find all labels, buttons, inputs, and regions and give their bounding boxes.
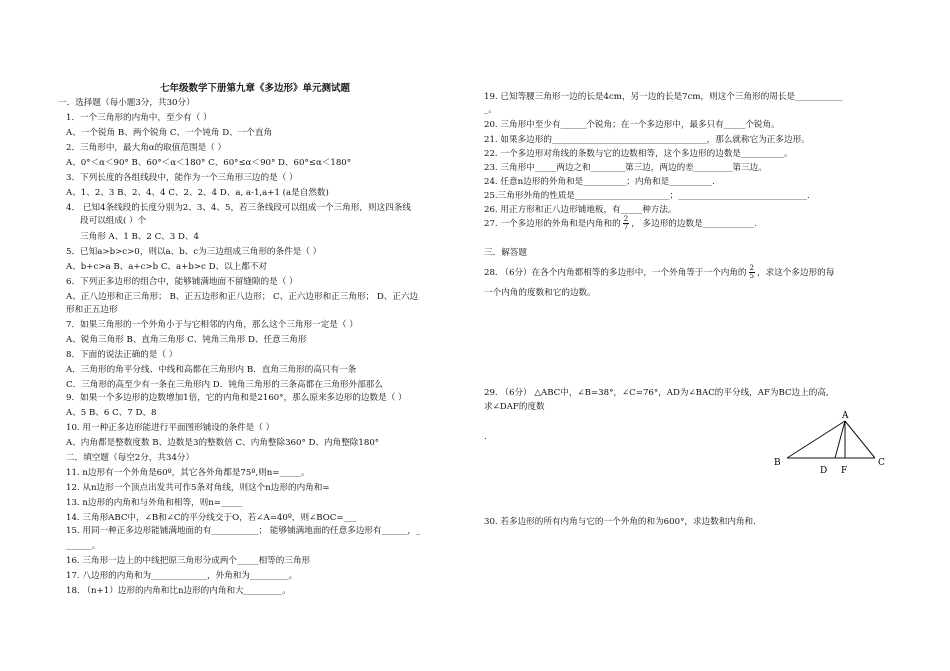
label-c: C	[878, 458, 885, 468]
q27-numerator: 2	[623, 215, 629, 223]
question-30: 30. 若多边形的所有内角与它的一个外角的和为600°，求边数和内角和.	[484, 517, 756, 527]
q28-fraction	[749, 265, 755, 280]
left-question-line: 3．下列长度的各组线段中，能作为一个三角形三边的是（ ）	[66, 173, 298, 183]
edge-ac	[845, 421, 875, 458]
left-question-line: 11. n边形有一个外角是60º，其它各外角都是75º,则n=_____。	[66, 468, 310, 478]
page-title: 七年级数学下册第九章《多边形》单元测试题	[160, 83, 351, 94]
question-29-line2: 求∠DAF的度数	[484, 402, 545, 412]
left-question-line: 10. 用一种正多边形能进行平面图形铺设的条件是（ ）	[66, 423, 275, 433]
q27-fraction	[623, 216, 629, 231]
right-question-line: 20. 三角形中至少有______个锐角；在一个多边形中，最多只有_____个锐角。	[484, 120, 780, 130]
left-question-line: A、0°＜α＜90° B、60°＜α＜180° C、60°≤α＜90° D、60°≤α＜180°	[66, 158, 352, 168]
left-question-line: 15. 用同一种正多边形能铺满地面的有___________； 能够铺满地面的任意多边形有______，_	[66, 526, 421, 536]
left-question-line: 段可以组成( ）个	[80, 216, 147, 226]
triangle-figure	[765, 405, 895, 485]
left-question-line: 6．下列正多边形的组合中，能够铺满地面不留缝隙的是（ ）	[66, 277, 298, 287]
question-28-line2: 一个内角的度数和它的边数。	[484, 288, 596, 298]
left-question-line: 16. 三角形一边上的中线把原三角形分成两个_____相等的三角形	[66, 556, 311, 566]
q27-after: ， 多边形的边数是____________.	[631, 219, 757, 229]
left-question-line: ______。	[66, 541, 101, 551]
q28-before: 28. （6分）在各个内角都相等的多边形中，一个外角等于一个内角的	[484, 268, 747, 278]
left-question-line: 17. 八边形的内角和为_____________，外角和为_________。	[66, 571, 298, 581]
label-f: F	[841, 466, 848, 476]
left-question-line: 5．已知a>b>c>0，则以a、b、c为三边组成三角形的条件是（ ）	[66, 247, 322, 257]
left-question-line: 8．下面的说法正确的是（ ）	[66, 350, 178, 360]
left-question-line: A、b+c>a B、a+c>b C、a+b>c D、以上都不对	[66, 262, 268, 272]
right-question-line: 25.三角形外角的性质是______________________；______________________________.	[484, 191, 810, 201]
left-question-line: 2．三角形中，最大角α的取值范围是（ ）	[66, 143, 227, 153]
q28-denominator: 5	[749, 272, 754, 280]
left-question-line: 14. 三角形ABC中，∠B和∠C的平分线交于O，若∠A=40º，则∠BOC=___	[66, 513, 357, 523]
left-question-line: 18. （n+1）边形的内角和比n边形的内角和大_________。	[66, 586, 291, 596]
left-question-line: A、内角都是整数度数 B、边数是3的整数倍 C、内角整除360° D、内角整除180°	[66, 438, 380, 448]
left-question-line: 一．选择题（每小题3分，共30分）	[58, 98, 195, 108]
right-question-line: 26. 用正方形和正八边形铺地板，有_____种方法。	[484, 205, 677, 215]
left-question-line: 4． 已知4条线段的长度分别为2、3、4、5，若三条线段可以组成一个三角形，则这四条线	[66, 203, 411, 213]
left-question-line: 13. n边形的内角和与外角和相等，则n=_____	[66, 498, 243, 508]
left-question-line: A、5 B、6 C、7 D、8	[66, 408, 157, 418]
left-question-line: 1．一个三角形的内角中，至少有（ ）	[66, 113, 212, 123]
right-question-line: 19. 已知等腰三角形一边的长是4cm，另一边的长是7cm，则这个三角形的周长是___________	[484, 92, 843, 102]
q27-denominator: 7	[623, 223, 629, 231]
left-question-line: 三角形 A、1 B、2 C、3 D、4	[80, 232, 199, 242]
left-question-line: 形和正五边形	[66, 305, 118, 315]
right-question-line: 23. 三角形中_____两边之和________第三边，两边的差_________第三边。	[484, 163, 767, 173]
label-a: A	[842, 411, 849, 421]
left-question-line: A、正八边形和正三角形； B、正五边形和正八边形； C、正六边形和正三角形； D、正六边	[66, 292, 419, 302]
left-question-line: 9．如果一个多边形的边数增加1倍，它的内角和是2160°，那么原来多边形的边数是（ ）	[66, 393, 407, 403]
label-b: B	[774, 458, 781, 468]
right-question-line: 24. 任意n边形的外角和是__________；内角和是__________.	[484, 177, 715, 187]
right-question-line: 21. 如果多边形的____________________________________，那么就称它为正多边形。	[484, 135, 810, 145]
q28-after: ，求这个多边形的每	[756, 268, 835, 278]
left-question-line: A．三角形的角平分线、中线和高都在三角形内 B．直角三角形的高只有一条	[66, 365, 357, 375]
question-28	[484, 265, 834, 280]
left-question-line: 7．如果三角形的一个外角小于与它相邻的内角，那么这个三角形一定是（ ）	[66, 320, 358, 330]
left-question-line: 二．填空题（每空2分，共34分）	[66, 453, 195, 463]
left-question-line: A、锐角三角形 B、直角三角形 C、钝角三角形 D、任意三角形	[66, 335, 307, 345]
question-27	[484, 216, 757, 231]
left-question-line: A、1、2、3 B、2、4、4 C、2、2、4 D、a, a-1,a+1 (a是自然数)	[66, 188, 329, 198]
question-29-line1: 29. （6分） △ABC中，∠B=38°，∠C=76°，AD为∠BAC的平分线，AF为BC边上的高,	[484, 388, 829, 398]
label-d: D	[820, 466, 828, 476]
right-question-line: _。	[484, 105, 497, 115]
question-29-dot: .	[484, 432, 487, 442]
q27-before: 27. 一个多边形的外角和是内角和的	[484, 219, 621, 229]
right-question-line: 22. 一个多边形对角线的条数与它的边数相等，这个多边形的边数是__________。	[484, 149, 793, 159]
left-question-line: 12. 从n边形一个顶点出发共可作5条对角线，则这个n边形的内角和=	[66, 483, 330, 493]
left-question-line: C．三角形的高至少有一条在三角形内 D．钝角三角形的三条高都在三角形外部那么	[66, 380, 383, 390]
left-question-line: A、一个锐角 B、两个锐角 C、一个钝角 D、一个直角	[66, 128, 273, 138]
right-question-line: 三．解答题	[484, 248, 527, 258]
q28-numerator: 2	[749, 264, 754, 272]
